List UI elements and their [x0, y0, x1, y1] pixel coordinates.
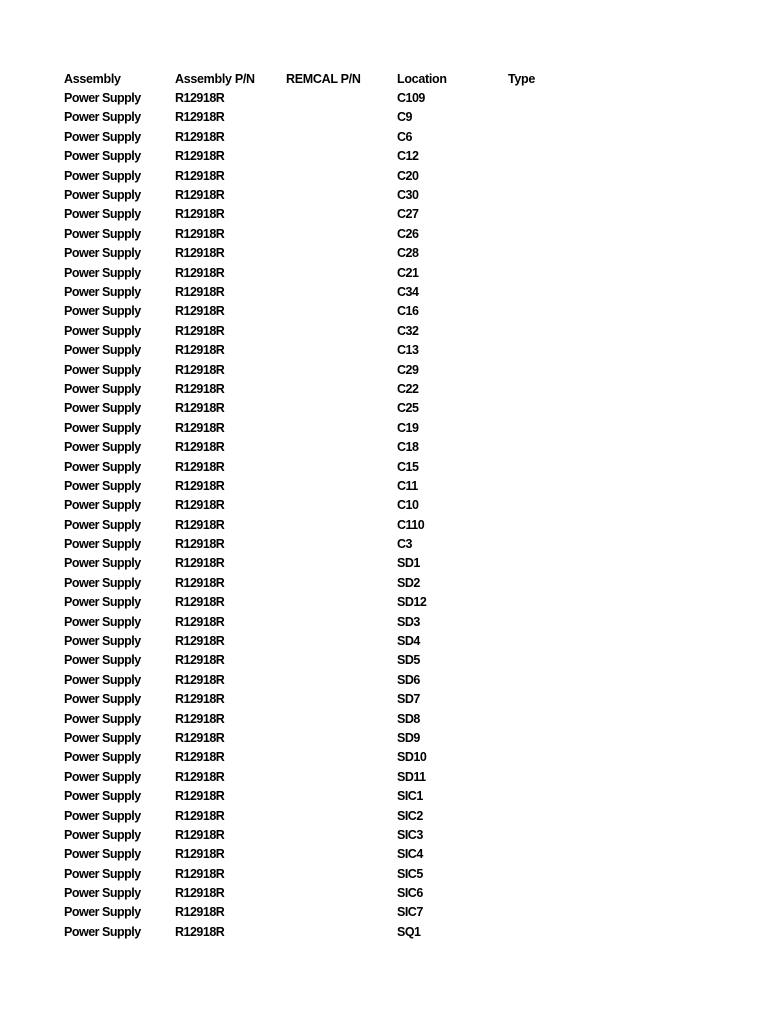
cell-assembly-pn: R12918R: [175, 653, 225, 668]
cell-location: C19: [397, 420, 419, 435]
cell-assembly: Power Supply: [64, 362, 141, 377]
cell-assembly: Power Supply: [64, 188, 141, 203]
cell-location: C22: [397, 381, 419, 396]
table-row: [64, 496, 744, 515]
cell-location: C32: [397, 323, 419, 338]
table-row: [64, 806, 744, 825]
cell-location: SIC1: [397, 789, 423, 804]
header-location: Location: [397, 71, 447, 86]
cell-location: SD4: [397, 634, 420, 649]
table-row: [64, 593, 744, 612]
table-row: [64, 88, 744, 107]
cell-assembly-pn: R12918R: [175, 440, 225, 455]
cell-assembly: Power Supply: [64, 129, 141, 144]
cell-assembly-pn: R12918R: [175, 188, 225, 203]
cell-location: C27: [397, 207, 419, 222]
cell-location: C20: [397, 168, 419, 183]
cell-location: SIC6: [397, 886, 423, 901]
cell-assembly-pn: R12918R: [175, 381, 225, 396]
table-row: [64, 903, 744, 922]
cell-assembly: Power Supply: [64, 440, 141, 455]
table-row: [64, 321, 744, 340]
cell-assembly: Power Supply: [64, 381, 141, 396]
cell-assembly: Power Supply: [64, 149, 141, 164]
cell-location: SD9: [397, 730, 420, 745]
table-row: [64, 767, 744, 786]
table-row: [64, 399, 744, 418]
table-row: [64, 651, 744, 670]
cell-assembly: Power Supply: [64, 323, 141, 338]
cell-location: SIC7: [397, 905, 423, 920]
cell-assembly-pn: R12918R: [175, 168, 225, 183]
cell-location: SD5: [397, 653, 420, 668]
cell-assembly: Power Supply: [64, 91, 141, 106]
cell-assembly: Power Supply: [64, 692, 141, 707]
cell-location: C110: [397, 517, 425, 532]
table-row: [64, 437, 744, 456]
cell-assembly: Power Supply: [64, 711, 141, 726]
cell-assembly: Power Supply: [64, 498, 141, 513]
table-row: [64, 515, 744, 534]
table-row: [64, 825, 744, 844]
cell-assembly: Power Supply: [64, 420, 141, 435]
cell-assembly-pn: R12918R: [175, 284, 225, 299]
cell-assembly-pn: R12918R: [175, 711, 225, 726]
table-row: [64, 263, 744, 282]
cell-assembly-pn: R12918R: [175, 614, 225, 629]
cell-assembly-pn: R12918R: [175, 905, 225, 920]
table-row: [64, 883, 744, 902]
table-body: [64, 88, 744, 941]
cell-assembly-pn: R12918R: [175, 91, 225, 106]
cell-location: C30: [397, 188, 419, 203]
cell-assembly-pn: R12918R: [175, 634, 225, 649]
cell-assembly-pn: R12918R: [175, 808, 225, 823]
cell-assembly-pn: R12918R: [175, 730, 225, 745]
cell-assembly: Power Supply: [64, 207, 141, 222]
table-row: [64, 612, 744, 631]
table-row: [64, 379, 744, 398]
cell-assembly: Power Supply: [64, 556, 141, 571]
table-row: [64, 244, 744, 263]
cell-assembly-pn: R12918R: [175, 769, 225, 784]
cell-location: C28: [397, 246, 419, 261]
cell-assembly-pn: R12918R: [175, 110, 225, 125]
cell-assembly: Power Supply: [64, 827, 141, 842]
cell-assembly: Power Supply: [64, 730, 141, 745]
table-row: [64, 418, 744, 437]
cell-assembly: Power Supply: [64, 924, 141, 939]
cell-assembly-pn: R12918R: [175, 537, 225, 552]
table-row: [64, 476, 744, 495]
cell-assembly-pn: R12918R: [175, 575, 225, 590]
cell-assembly: Power Supply: [64, 246, 141, 261]
cell-assembly: Power Supply: [64, 634, 141, 649]
table-row: [64, 360, 744, 379]
cell-assembly: Power Supply: [64, 653, 141, 668]
cell-assembly: Power Supply: [64, 401, 141, 416]
table-row: [64, 728, 744, 747]
cell-assembly-pn: R12918R: [175, 866, 225, 881]
header-type: Type: [508, 71, 536, 86]
cell-assembly-pn: R12918R: [175, 478, 225, 493]
cell-assembly-pn: R12918R: [175, 924, 225, 939]
cell-location: SIC3: [397, 827, 423, 842]
cell-assembly: Power Supply: [64, 284, 141, 299]
cell-location: SD3: [397, 614, 420, 629]
cell-location: SD1: [397, 556, 420, 571]
table-row: [64, 709, 744, 728]
cell-assembly-pn: R12918R: [175, 886, 225, 901]
table-row: [64, 166, 744, 185]
cell-location: C29: [397, 362, 419, 377]
cell-assembly-pn: R12918R: [175, 323, 225, 338]
cell-location: SIC4: [397, 847, 423, 862]
cell-assembly-pn: R12918R: [175, 498, 225, 513]
parts-table: [64, 69, 744, 942]
table-row: [64, 457, 744, 476]
cell-location: C9: [397, 110, 412, 125]
cell-assembly-pn: R12918R: [175, 556, 225, 571]
cell-assembly: Power Supply: [64, 595, 141, 610]
table-row: [64, 127, 744, 146]
table-row: [64, 845, 744, 864]
table-row: [64, 554, 744, 573]
cell-assembly: Power Supply: [64, 672, 141, 687]
cell-assembly: Power Supply: [64, 226, 141, 241]
cell-assembly-pn: R12918R: [175, 827, 225, 842]
cell-assembly-pn: R12918R: [175, 692, 225, 707]
cell-assembly-pn: R12918R: [175, 401, 225, 416]
cell-location: SD7: [397, 692, 420, 707]
table-row: [64, 282, 744, 301]
table-row: [64, 185, 744, 204]
cell-assembly: Power Supply: [64, 110, 141, 125]
cell-assembly: Power Supply: [64, 769, 141, 784]
cell-assembly: Power Supply: [64, 575, 141, 590]
table-row: [64, 302, 744, 321]
cell-location: SIC5: [397, 866, 423, 881]
table-row: [64, 631, 744, 650]
cell-assembly: Power Supply: [64, 886, 141, 901]
cell-assembly: Power Supply: [64, 847, 141, 862]
cell-location: C16: [397, 304, 419, 319]
cell-location: C11: [397, 478, 418, 493]
cell-assembly: Power Supply: [64, 808, 141, 823]
cell-location: SD12: [397, 595, 427, 610]
cell-assembly-pn: R12918R: [175, 129, 225, 144]
cell-assembly: Power Supply: [64, 750, 141, 765]
table-row: [64, 922, 744, 941]
cell-assembly: Power Supply: [64, 614, 141, 629]
table-row: [64, 690, 744, 709]
table-row: [64, 573, 744, 592]
cell-location: SD11: [397, 769, 426, 784]
cell-assembly: Power Supply: [64, 168, 141, 183]
cell-assembly: Power Supply: [64, 343, 141, 358]
cell-assembly: Power Supply: [64, 478, 141, 493]
table-row: [64, 340, 744, 359]
cell-location: C12: [397, 149, 419, 164]
cell-location: C109: [397, 91, 425, 106]
cell-assembly-pn: R12918R: [175, 595, 225, 610]
cell-location: SIC2: [397, 808, 423, 823]
cell-assembly-pn: R12918R: [175, 265, 225, 280]
cell-location: C6: [397, 129, 412, 144]
cell-assembly-pn: R12918R: [175, 304, 225, 319]
cell-assembly: Power Supply: [64, 265, 141, 280]
cell-assembly: Power Supply: [64, 905, 141, 920]
header-assembly-pn: Assembly P/N: [175, 71, 255, 86]
table-row: [64, 205, 744, 224]
cell-assembly-pn: R12918R: [175, 207, 225, 222]
header-remcal-pn: REMCAL P/N: [286, 71, 361, 86]
cell-location: C15: [397, 459, 419, 474]
cell-assembly-pn: R12918R: [175, 226, 225, 241]
cell-location: C25: [397, 401, 419, 416]
cell-location: C10: [397, 498, 419, 513]
table-row: [64, 147, 744, 166]
cell-assembly-pn: R12918R: [175, 420, 225, 435]
table-row: [64, 108, 744, 127]
header-assembly: Assembly: [64, 71, 121, 86]
cell-location: C3: [397, 537, 412, 552]
cell-assembly-pn: R12918R: [175, 459, 225, 474]
table-row: [64, 534, 744, 553]
cell-assembly-pn: R12918R: [175, 672, 225, 687]
cell-location: SQ1: [397, 924, 421, 939]
cell-assembly: Power Supply: [64, 304, 141, 319]
cell-assembly-pn: R12918R: [175, 343, 225, 358]
table-row: [64, 224, 744, 243]
cell-location: SD2: [397, 575, 420, 590]
cell-assembly: Power Supply: [64, 537, 141, 552]
cell-assembly-pn: R12918R: [175, 789, 225, 804]
cell-assembly-pn: R12918R: [175, 149, 225, 164]
cell-location: C34: [397, 284, 419, 299]
table-row: [64, 670, 744, 689]
cell-assembly: Power Supply: [64, 866, 141, 881]
cell-location: C18: [397, 440, 419, 455]
cell-assembly: Power Supply: [64, 459, 141, 474]
cell-assembly: Power Supply: [64, 517, 141, 532]
cell-assembly-pn: R12918R: [175, 517, 225, 532]
cell-location: SD6: [397, 672, 420, 687]
cell-location: C26: [397, 226, 419, 241]
cell-location: SD8: [397, 711, 420, 726]
cell-location: SD10: [397, 750, 427, 765]
cell-assembly: Power Supply: [64, 789, 141, 804]
table-row: [64, 748, 744, 767]
table-row: [64, 786, 744, 805]
table-row: [64, 864, 744, 883]
table-header-row: [64, 69, 744, 88]
cell-assembly-pn: R12918R: [175, 362, 225, 377]
cell-assembly-pn: R12918R: [175, 246, 225, 261]
cell-location: C13: [397, 343, 419, 358]
cell-assembly-pn: R12918R: [175, 847, 225, 862]
cell-location: C21: [397, 265, 419, 280]
cell-assembly-pn: R12918R: [175, 750, 225, 765]
